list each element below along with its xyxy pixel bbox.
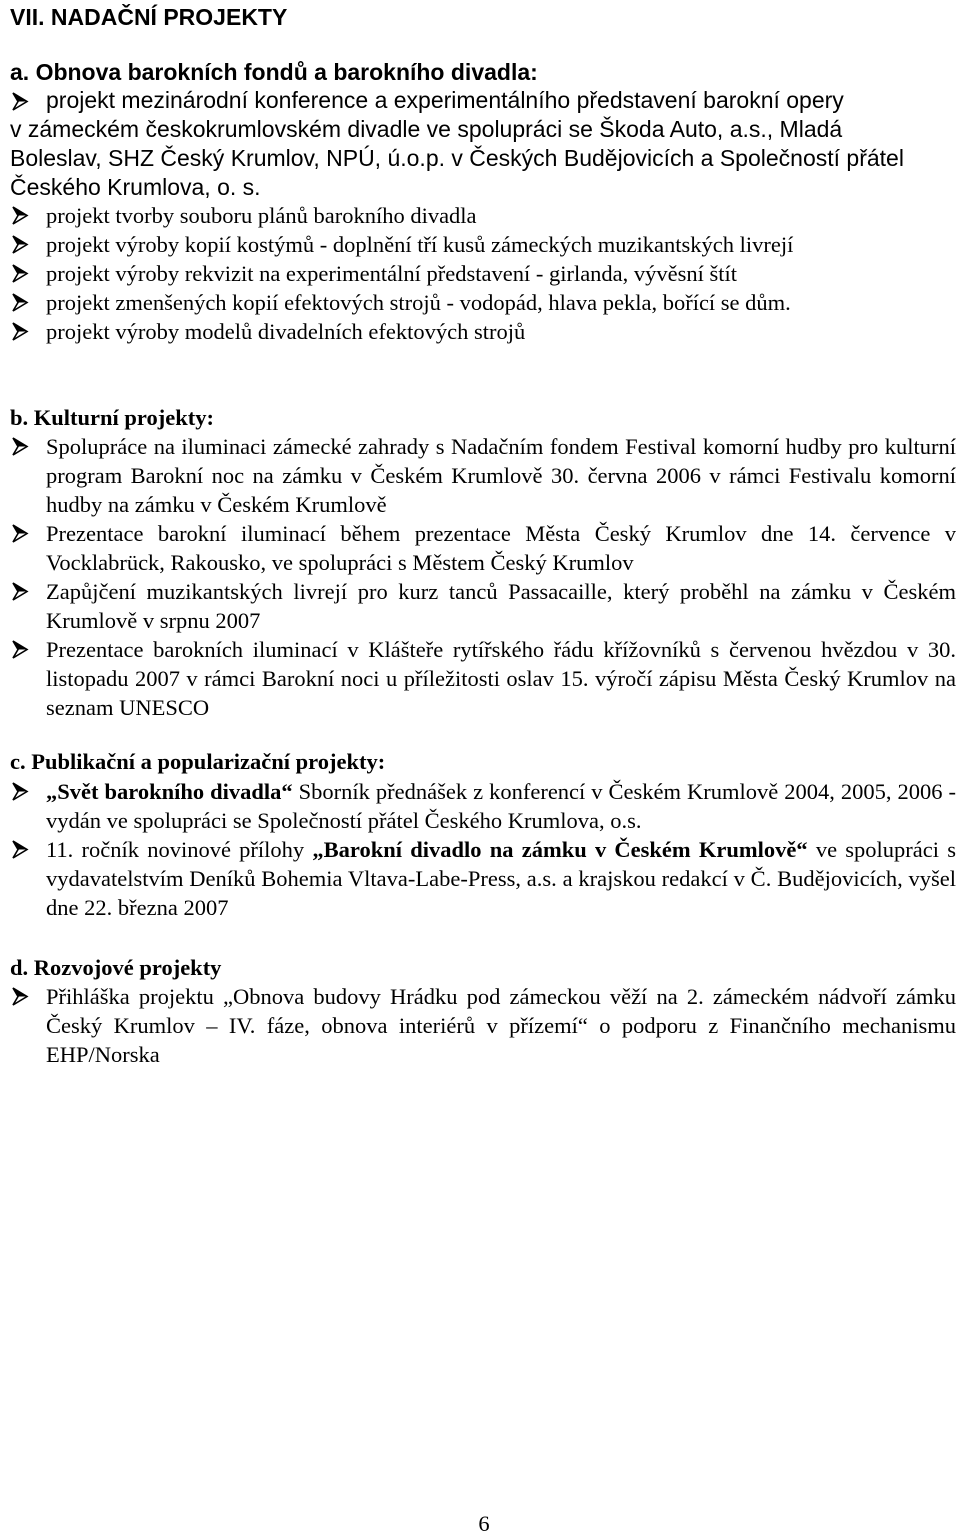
list-item-text: projekt výroby rekvizit na experimentální představení - girlanda, vývěsní štít — [46, 261, 738, 286]
publication-title: „Barokní divadlo na zámku v Českém Krumlově“ — [312, 837, 808, 862]
list-item — [10, 259, 956, 288]
list-item-text: projekt výroby kopií kostýmů - doplnění tří kusů zámeckých muzikantských livrejí — [46, 232, 794, 257]
section-a-title: a. Obnova barokních fondů a barokního divadla: — [10, 59, 538, 85]
list-item-text: Zapůjčení muzikantských livrejí pro kurz tanců Passacaille, který proběhl na zámku v Českém Krumlově v srpnu 2007 — [46, 579, 956, 633]
list-item — [10, 432, 956, 519]
list-item-text: ve spolupráci s vydavatelstvím Deníků Bohemia Vltava-Labe-Press, a.s. a krajskou redakcí v Č. Budějovicích, vyšel dne 22. března 2007 — [46, 837, 956, 920]
arrowhead-bullet-icon — [10, 635, 40, 664]
section-d-list — [10, 982, 956, 1069]
list-item-line: projekt mezinárodní konference a experimentálního představení barokní opery — [46, 87, 844, 113]
list-item — [10, 86, 956, 115]
list-item — [10, 777, 956, 835]
arrowhead-bullet-icon — [10, 577, 40, 606]
list-item — [10, 982, 956, 1069]
list-item — [10, 288, 956, 317]
section-c-list — [10, 777, 956, 922]
list-item-text: Spolupráce na iluminaci zámecké zahrady s Nadačním fondem Festival komorní hudby pro kulturní program Barokní noc na zámku v Českém Krumlově 30. června 2006 v rámci Festivalu komorní hudby na zámku v Českém Krumlově — [46, 434, 956, 517]
section-b-title: b. Kulturní projekty: — [10, 405, 214, 430]
arrowhead-bullet-icon — [10, 259, 40, 288]
chapter-heading: VII. NADAČNÍ PROJEKTY — [10, 4, 288, 30]
arrowhead-bullet-icon — [10, 230, 40, 259]
list-item-text: projekt tvorby souboru plánů barokního divadla — [46, 203, 477, 228]
arrowhead-bullet-icon — [10, 519, 40, 548]
section-d-title: d. Rozvojové projekty — [10, 955, 222, 980]
section-c-title: c. Publikační a popularizační projekty: — [10, 749, 386, 774]
section-a-first-list — [10, 86, 956, 115]
section-b-list — [10, 432, 956, 722]
continuation-line: Boleslav, SHZ Český Krumlov, NPÚ, ú.o.p. v Českých Budějovicích a Společností přátel — [10, 145, 904, 171]
arrowhead-bullet-icon — [10, 317, 40, 346]
arrowhead-bullet-icon — [10, 835, 40, 864]
arrowhead-bullet-icon — [10, 86, 40, 115]
list-item-text: Přihláška projektu „Obnova budovy Hrádku pod zámeckou věží na 2. zámeckém nádvoří zámku Český Krumlov – IV. fáze, obnova interiérů v přízemí“ o podporu z Finančního mechanismu EHP/Norska — [46, 984, 956, 1067]
list-item-text: projekt výroby modelů divadelních efektových strojů — [46, 319, 526, 344]
list-item — [10, 577, 956, 635]
list-item — [10, 201, 956, 230]
continuation-line: v zámeckém českokrumlovském divadle ve spolupráci se Škoda Auto, a.s., Mladá — [10, 116, 843, 142]
arrowhead-bullet-icon — [10, 777, 40, 806]
list-item-text: Sborník přednášek z konferencí v Českém Krumlově 2004, 2005, 2006 - vydán ve spolupráci se Společností přátel Českého Krumlova, o.s. — [46, 779, 956, 833]
continuation-line: Českého Krumlova, o. s. — [10, 174, 261, 200]
list-item — [10, 635, 956, 722]
publication-title: „Svět barokního divadla“ — [46, 779, 293, 804]
list-item-text: Prezentace barokní iluminací během prezentace Města Český Krumlov dne 14. července v Vocklabrück, Rakousko, ve spolupráci s Městem Český Krumlov — [46, 521, 956, 575]
list-item — [10, 317, 956, 346]
list-item-text: Prezentace barokních iluminací v Klášteře rytířského řádu křížovníků s červenou hvězdou v 30. listopadu 2007 v rámci Barokní noci u příležitosti oslav 15. výročí zápisu Města Český Krumlov na seznam UNESCO — [46, 637, 956, 720]
list-item-text: projekt zmenšených kopií efektových strojů - vodopád, hlava pekla, bořící se dům. — [46, 290, 791, 315]
list-item — [10, 230, 956, 259]
page-number: 6 — [478, 1511, 490, 1536]
arrowhead-bullet-icon — [10, 288, 40, 317]
arrowhead-bullet-icon — [10, 201, 40, 230]
arrowhead-bullet-icon — [10, 432, 40, 461]
list-item-text: 11. ročník novinové přílohy — [46, 837, 313, 862]
list-item — [10, 835, 956, 922]
list-item — [10, 519, 956, 577]
section-a-list — [10, 201, 956, 346]
arrowhead-bullet-icon — [10, 982, 40, 1011]
